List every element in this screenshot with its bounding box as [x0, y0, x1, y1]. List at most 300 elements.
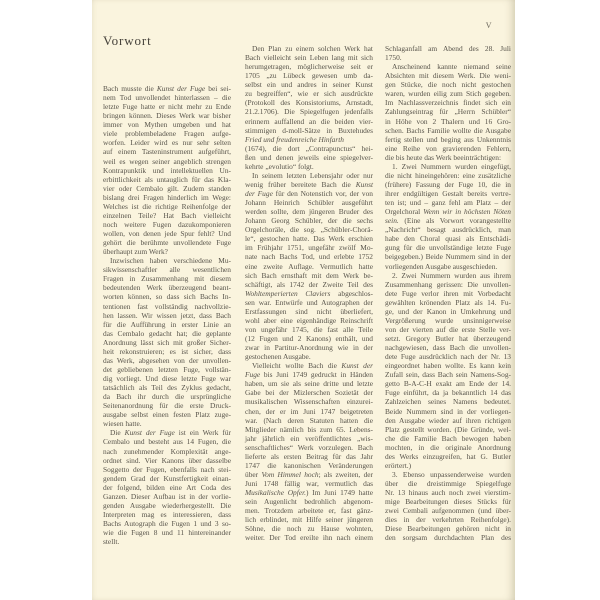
text: zwei Cembali aufgenommen (und über- [385, 506, 511, 516]
text: gestochenen Ausgabe. [245, 352, 311, 362]
text: sich Bach ernsthaft mit dem Werk be- [245, 270, 373, 280]
text-line [245, 171, 373, 180]
text: bislang drei Fragen hinderlich im Wege: [103, 192, 231, 202]
text: Zahlzeichen seines Namens bedeutet. [385, 397, 511, 407]
text: Anscheinend kannte niemand seine [392, 62, 511, 72]
text-line [385, 107, 511, 116]
text: lieferte als ersten Beitrag für das Jahr [245, 451, 373, 461]
text: 21.2.1706). Die Spiegelfugen jedenfalls [245, 107, 373, 117]
text-line [103, 256, 231, 265]
text-line [245, 533, 373, 542]
text-line [103, 483, 231, 492]
text: Fragen in Zusammenhang mit diesem [103, 274, 231, 284]
text-line [103, 211, 231, 220]
text: dig vorliegt. Und diese letzte Fuge war [103, 374, 231, 383]
text-line [245, 53, 373, 62]
text: ) Im Juni 1749 hatte [305, 488, 373, 498]
text-line [245, 162, 373, 171]
text: gehört die berühmte unvollendete Fuge [103, 238, 231, 248]
text-line [103, 274, 231, 283]
text: sikwissenschaftler alle wesentlichen [103, 265, 231, 275]
text-line [245, 298, 373, 307]
text-line [385, 144, 511, 153]
text: che die Familie Bach bewogen haben [385, 433, 511, 443]
text-line [245, 325, 373, 334]
text: Johann Heinrich Schübler ausgeführt [245, 198, 373, 208]
text: weiter. Der Tod ereilte ihn nach einem [245, 533, 373, 543]
text-line [103, 129, 231, 138]
text-line [385, 89, 511, 98]
text-line [385, 497, 511, 506]
text-line [103, 510, 231, 519]
text-line [103, 347, 231, 356]
text-line [103, 329, 231, 338]
text-line [245, 479, 373, 488]
text-line [245, 334, 373, 343]
text: habe den Choral quasi als Entschädi- [385, 234, 511, 244]
text-line [385, 216, 511, 225]
text: worfen. Leider wird es nur sehr selten [103, 138, 231, 148]
text: immer von Mythen umgeben und hat [103, 120, 231, 130]
text: tatsächlich als Teil des Zyklus gedacht, [103, 383, 231, 393]
text: Ganzen. Dieser Aufbau ist in der vorlie- [103, 491, 231, 501]
text: senschaftliches“ Werk vorzulegen. Bach [245, 442, 373, 452]
text-line [103, 456, 231, 465]
text-line [245, 189, 373, 198]
text: eingeordnet haben wollte. Es kann kein [385, 361, 511, 371]
text: Mitglieder nämlich bis zum 65. Lebens- [245, 424, 373, 434]
text: Kontrapunktik und intellektuellen Un- [103, 165, 231, 175]
text-line [103, 383, 231, 392]
text: auf einem Tasteninstrument aufgeführt, [103, 147, 231, 157]
text: bringen können. Dieses Werk war bisher [103, 111, 231, 121]
text: zwar in Partitur-Anordnung wie in der [245, 343, 373, 353]
text: Bach vielleicht sein Leben lang mit sich [245, 53, 373, 63]
text: gen Stücke, die noch nicht gestochen [385, 80, 511, 90]
text: gewählten krönenden Platz als 14. Fu- [385, 297, 511, 307]
text-line [103, 537, 231, 546]
text-line [245, 243, 373, 252]
text-line [385, 289, 511, 298]
text: wiesen hatte. [103, 419, 142, 429]
text: Interpreten mag es interessieren, dass [103, 509, 231, 519]
text-line [103, 392, 231, 401]
text-line [245, 289, 373, 298]
text: schäftigt, als 1742 der Zweite Teil des [245, 279, 373, 289]
text-line [385, 271, 511, 280]
text: (1674), die dort „Contrapunctus“ hei- [245, 143, 373, 153]
text: bis Juni 1749 gedruckt in Händen [260, 370, 373, 380]
text: bedeutenden Werk überzeugend beant- [103, 283, 231, 293]
text-line [385, 479, 511, 488]
text: dies in der verkehrten Reihenfolge). [385, 515, 511, 525]
text-column-1 [103, 84, 231, 546]
text-line [385, 135, 511, 144]
text-line [385, 298, 511, 307]
text-line [245, 180, 373, 189]
text-line [103, 437, 231, 446]
text-line [245, 98, 373, 107]
book-page [92, 0, 515, 600]
text: kehrte „evolutio“ folgt. [245, 161, 314, 171]
text: stellt. [103, 537, 120, 547]
text: Orgelchoral [385, 207, 424, 217]
text-line [245, 416, 373, 425]
text-line [385, 189, 511, 198]
text-line [245, 497, 373, 506]
text: jahr jährlich ein veröffentlichtes „wis- [245, 433, 373, 443]
text: Zusammenhang gerissen: Die unvollen- [385, 279, 511, 289]
text-line [103, 102, 231, 111]
text-line [103, 419, 231, 428]
text: Die [110, 428, 125, 438]
text-line [103, 184, 231, 193]
italic-text: Wohltemperierten Claviers [245, 288, 331, 298]
text-line [385, 234, 511, 243]
text: über die dreistimmige Spiegelfuge [385, 479, 511, 488]
text-line [385, 443, 511, 452]
text-line [103, 374, 231, 383]
italic-text: Kunst der Fuge [156, 84, 206, 93]
text: heit rekonstruieren; es ist sicher, dass [103, 346, 231, 356]
text-line [385, 198, 511, 207]
text: fertig stellen und beging aus Unkenntnis [385, 134, 511, 144]
text-line [245, 135, 373, 144]
text-line [385, 252, 511, 261]
text-line [245, 425, 373, 434]
text: Bachs Autograph die Fugen 1 und 3 so- [103, 519, 231, 528]
text-line [103, 265, 231, 274]
text-line [385, 334, 511, 343]
text-line [385, 80, 511, 89]
text: Zahlungseintrag für „Herrn Schübler“ [385, 107, 511, 117]
text-line [103, 120, 231, 129]
text: Soggetto der Fugen, ebenfalls nach stei- [103, 464, 231, 474]
text-line [103, 138, 231, 147]
text-line [245, 44, 373, 53]
italic-text: sein. [385, 216, 399, 226]
text: bei sei- [205, 84, 231, 93]
text-line [245, 379, 373, 388]
page-title: Vorwort [103, 33, 152, 48]
text: den sorgsam durchdachten Plan des [385, 533, 511, 543]
text-line [103, 283, 231, 292]
text: setzt. Gregory Butler hat überzeugend [385, 334, 511, 343]
text-line [103, 238, 231, 247]
text: Gabe bei der Mizlerschen Sozietät der [245, 388, 373, 398]
text-line [103, 157, 231, 166]
text-line [385, 53, 511, 62]
text: lich erblindet, mit Hilfe seiner jüngeren [245, 515, 373, 525]
text: 1. Zwei Nummern wurden eingefügt, [392, 161, 511, 171]
text: gendem Grad der Kunstfertigkeit einan- [103, 473, 231, 483]
text: (frühere) Fassung der Fuge 10, die in [385, 179, 511, 189]
text: genden Ausgabe wiederhergestellt. Die [103, 500, 231, 510]
text-line [245, 198, 373, 207]
text: gung für die unvollständige letzte Fuge [385, 243, 511, 253]
text-line [385, 280, 511, 289]
text-line [245, 117, 373, 126]
text: (Eine als Vorwort vorangestellte [398, 216, 511, 226]
text-line [103, 220, 231, 229]
text: für die Aufführung in erster Linie an [103, 319, 231, 329]
text-line [385, 352, 511, 361]
text: (Protokoll des Konsistoriums, Arnstadt, [245, 98, 373, 108]
italic-text: Vom Himmel hoch [261, 469, 319, 479]
text: im Frühjahr 1751, ungefähr zwölf Mo- [245, 243, 373, 253]
text-line [103, 93, 231, 102]
text: von ungefähr 1745, die fast alle Teile [245, 324, 373, 334]
text-line [385, 162, 511, 171]
text-column-3 [385, 44, 511, 542]
text: den Ausgabe wieder auf ihren richtigen [385, 415, 511, 425]
text-line [385, 316, 511, 325]
text-line [245, 216, 373, 225]
text-line [245, 89, 373, 98]
text-line [245, 452, 373, 461]
text: dete Fuge ausdrücklich nach der Nr. 13 [385, 352, 511, 362]
text-line [103, 84, 231, 93]
text: mige Bearbeitungen dieses Stücks für [385, 497, 511, 507]
text-line [103, 428, 231, 437]
text: Erstfassungen sind nicht überliefert, [245, 306, 373, 316]
text-line [103, 202, 231, 211]
text-line [245, 461, 373, 470]
text: für den Notenstich vor, der von [272, 189, 373, 198]
italic-text: der Fuge [245, 189, 273, 198]
text: des Werks einzugreifen, hat G. Butler [385, 451, 511, 461]
italic-text: Fried und freudenreiche Hinfarth [245, 134, 345, 144]
text-line [103, 175, 231, 184]
text: ten ist; und – ganz fehl am Platz – der [385, 198, 511, 208]
text-line [385, 180, 511, 189]
text-line [385, 461, 511, 470]
text: wie die Fugen 8 und 11 hintereinander [103, 528, 231, 538]
text: Diese Bearbeitungen gehören nicht in [385, 524, 511, 534]
text: vier oder Cembalo gilt. Zudem standen [103, 183, 231, 193]
text-line [385, 243, 511, 252]
italic-text: Kunst der Fuge [124, 428, 175, 438]
text-line [103, 447, 231, 456]
text: Seitenanordnung für die erste Druck- [103, 401, 231, 411]
text: Absichten mit diesem Werk. Die weni- [385, 71, 511, 81]
text-line [385, 262, 511, 271]
text-line [245, 470, 373, 479]
text-line [385, 171, 511, 180]
text: dete Fuge verlor ihren mit Vorbedacht [385, 288, 511, 298]
text-line [103, 492, 231, 501]
text: ist ein Werk für [174, 428, 231, 438]
text: ordnet sind. Vier Kanons über dasselbe [103, 455, 231, 465]
text-line [245, 407, 373, 416]
text: 3. Ebenso unpassenderweise wurden [392, 469, 511, 479]
text: Johann Georg Schübler, der die sechs [245, 216, 373, 226]
italic-text: Wenn wir in höchsten Nöten [423, 207, 511, 217]
text-line [245, 443, 373, 452]
text-line [245, 80, 373, 89]
text-line [385, 388, 511, 397]
text: Juni 1748 fällig war, vermutlich das [245, 479, 373, 488]
text-line [103, 111, 231, 120]
text: tentionen fast vollständig nachvollzie- [103, 301, 231, 311]
text-line [385, 207, 511, 216]
text: von der vierten auf die erste Stelle ver- [385, 324, 511, 334]
text: 1747 die kanonischen Veränderungen [245, 460, 373, 470]
text: über [245, 469, 262, 479]
text: die bis heute das Werk beeinträchtigen: [385, 152, 502, 162]
italic-text: Kunst der [341, 361, 373, 371]
text-line [245, 280, 373, 289]
text-line [103, 519, 231, 528]
text-line [385, 153, 511, 162]
text-line [103, 338, 231, 347]
text: schen. Bachs Familie wollte die Ausgabe [385, 125, 511, 135]
text: Söhne, die noch zu Hause wohnten, [245, 524, 373, 534]
text: Welches ist die richtige Reihenfolge der [103, 201, 231, 211]
text-line [245, 144, 373, 153]
text-line [245, 252, 373, 261]
text-line [245, 343, 373, 352]
text-line [103, 365, 231, 374]
text-line [245, 434, 373, 443]
text-line [245, 107, 373, 116]
text-line [385, 98, 511, 107]
text: „Nachricht“ besagt ausdrücklich, man [385, 225, 511, 235]
text: Vielleicht wollte Bach die [252, 361, 342, 371]
text: vorliegenden Ausgabe ausgeschieden. [385, 261, 498, 271]
text: herumgetragen, möglicherweise seit er [245, 62, 373, 72]
text: eine Reihe von gravierenden Fehlern, [385, 143, 511, 153]
text: le“, gestochen hatte. Das Werk erschien [245, 234, 373, 244]
text: letzte Fuge hatte er nicht mehr zu Ende [103, 102, 231, 112]
text-line [103, 410, 231, 419]
text-line [245, 126, 373, 135]
text-line [245, 506, 373, 515]
text: Orgelchoräle, die sog. „Schübler-Chorä- [245, 225, 373, 235]
text: Beide Nummern sind in der vorliegen- [385, 406, 511, 416]
text-line [385, 515, 511, 524]
text: 2. Zwei Nummern wurden aus ihrem [392, 270, 511, 280]
text-line [245, 361, 373, 370]
text: überhaupt zum Werk? [103, 247, 168, 257]
text-line [103, 166, 231, 175]
text: wohl aber eine eigenhändige Reinschrift [245, 315, 373, 325]
text-line [385, 44, 511, 53]
text-line [385, 407, 511, 416]
text-line [245, 370, 373, 379]
text: ge, und der Kanon in Umkehrung und [385, 306, 511, 316]
text-line [103, 474, 231, 483]
text: selbst ein und andres in seiner Kunst [245, 80, 373, 90]
text: eine zweite Auflage. Vermutlich hatte [245, 261, 373, 271]
text-line [245, 62, 373, 71]
text: mochten, in die originale Anordnung [385, 442, 511, 452]
text-line [385, 379, 511, 388]
text: Inzwischen haben verschiedene Mu- [110, 256, 231, 266]
text: das Cembalo gedacht hat; die geplante [103, 328, 231, 338]
text: ; als zweiten, der [318, 469, 374, 479]
text: sein Augenlicht bedrohlich abgenom- [245, 497, 373, 507]
text: in Höhe von 2 Thalern und 16 Gro- [385, 116, 511, 126]
text: viele problembeladene Fragen aufge- [103, 129, 231, 139]
text: det gebliebenen letzten Fuge, vollstän- [103, 364, 231, 374]
text-line [245, 307, 373, 316]
text-line [385, 126, 511, 135]
text: Zufall sein, dass Bach sein Namens-Sog- [385, 370, 511, 380]
text-line [385, 307, 511, 316]
text-line [385, 524, 511, 533]
text: wenig früher bereitete Bach die [245, 179, 356, 189]
text: erbittlichkeit als untauglich für das Kla- [103, 174, 231, 184]
text-line [245, 488, 373, 497]
text-line [385, 488, 511, 497]
text-line [245, 234, 373, 243]
text-line [385, 416, 511, 425]
text-line [385, 470, 511, 479]
text-line [103, 302, 231, 311]
text: Schlaganfall am Abend des 28. Juli [385, 44, 511, 53]
text: Nr. 13 hinaus auch noch zwei vierstim- [385, 488, 511, 498]
text: nem Tod unvollendet hinterlassen – die [103, 93, 231, 103]
text-line [245, 524, 373, 533]
text: Platz gestellt worden. (Die Gründe, wel- [385, 424, 511, 434]
text: werden sollte, dem jüngeren Bruder des [245, 207, 373, 217]
text-column-2 [245, 44, 373, 542]
text: war. (Nach deren Statuten hatten die [245, 415, 373, 425]
text-line [385, 225, 511, 234]
text: noch weitere Fugen dazukomponieren [103, 219, 231, 229]
text-line [385, 533, 511, 542]
text-line [245, 397, 373, 406]
italic-text: Fuge [245, 370, 261, 380]
text: nach zunehmender Komplexität ange- [103, 446, 231, 456]
text-line [385, 397, 511, 406]
text: wollen, von denen jede Spur fehlt? Und [103, 229, 231, 238]
text: (12 Fugen und 2 Kanons) enthält, und [245, 334, 373, 343]
text: Den Plan zu einem solchen Werk hat [252, 44, 373, 53]
text: erörtert.) [385, 460, 412, 470]
text-line [385, 370, 511, 379]
text-line [245, 262, 373, 271]
text: erinnern auffallend an die beiden vier- [245, 116, 373, 126]
text: Vergrößerung wurde unsinnigerweise [385, 315, 511, 325]
text: nate nach Bachs Tod, und erlebte 1752 [245, 252, 373, 262]
text: getto B-A-C-H exakt am Ende der 14. [385, 379, 511, 389]
text: 1750. [385, 53, 402, 63]
text: sen war. Entwürfe und Autographen der [245, 297, 373, 307]
text-line [385, 452, 511, 461]
text-line [103, 311, 231, 320]
text: stimmigen d-moll-Sätze in Buxtehudes [245, 125, 373, 135]
text: Fuge einführt, da ja bekanntlich 14 das [385, 388, 511, 398]
text-line [245, 388, 373, 397]
text: Anordnung lässt sich mit großer Sicher- [103, 337, 231, 347]
text: weil es wegen seiner angeblich strengen [103, 156, 231, 166]
text: der folgend, bilden eine Art Coda des [103, 482, 231, 492]
text: beigegeben.) Beide Nummern sind in der [385, 252, 511, 262]
text: 1705 „zu Lübeck gewesen umb da- [245, 71, 373, 81]
text: einzelnen Teile? Hat Bach vielleicht [103, 210, 231, 220]
text-line [385, 425, 511, 434]
text: zu begreiffen“, wie er sich ausdrückte [245, 89, 373, 99]
text: worten können, so dass sich Bachs In- [103, 292, 231, 302]
text-line [103, 356, 231, 365]
text-line [103, 465, 231, 474]
italic-text: Musikalische Opfer. [245, 488, 306, 498]
text: ausgabe selbst einen festen Platz zuge- [103, 410, 231, 420]
text-line [245, 271, 373, 280]
text: Bach musste die [103, 84, 157, 93]
